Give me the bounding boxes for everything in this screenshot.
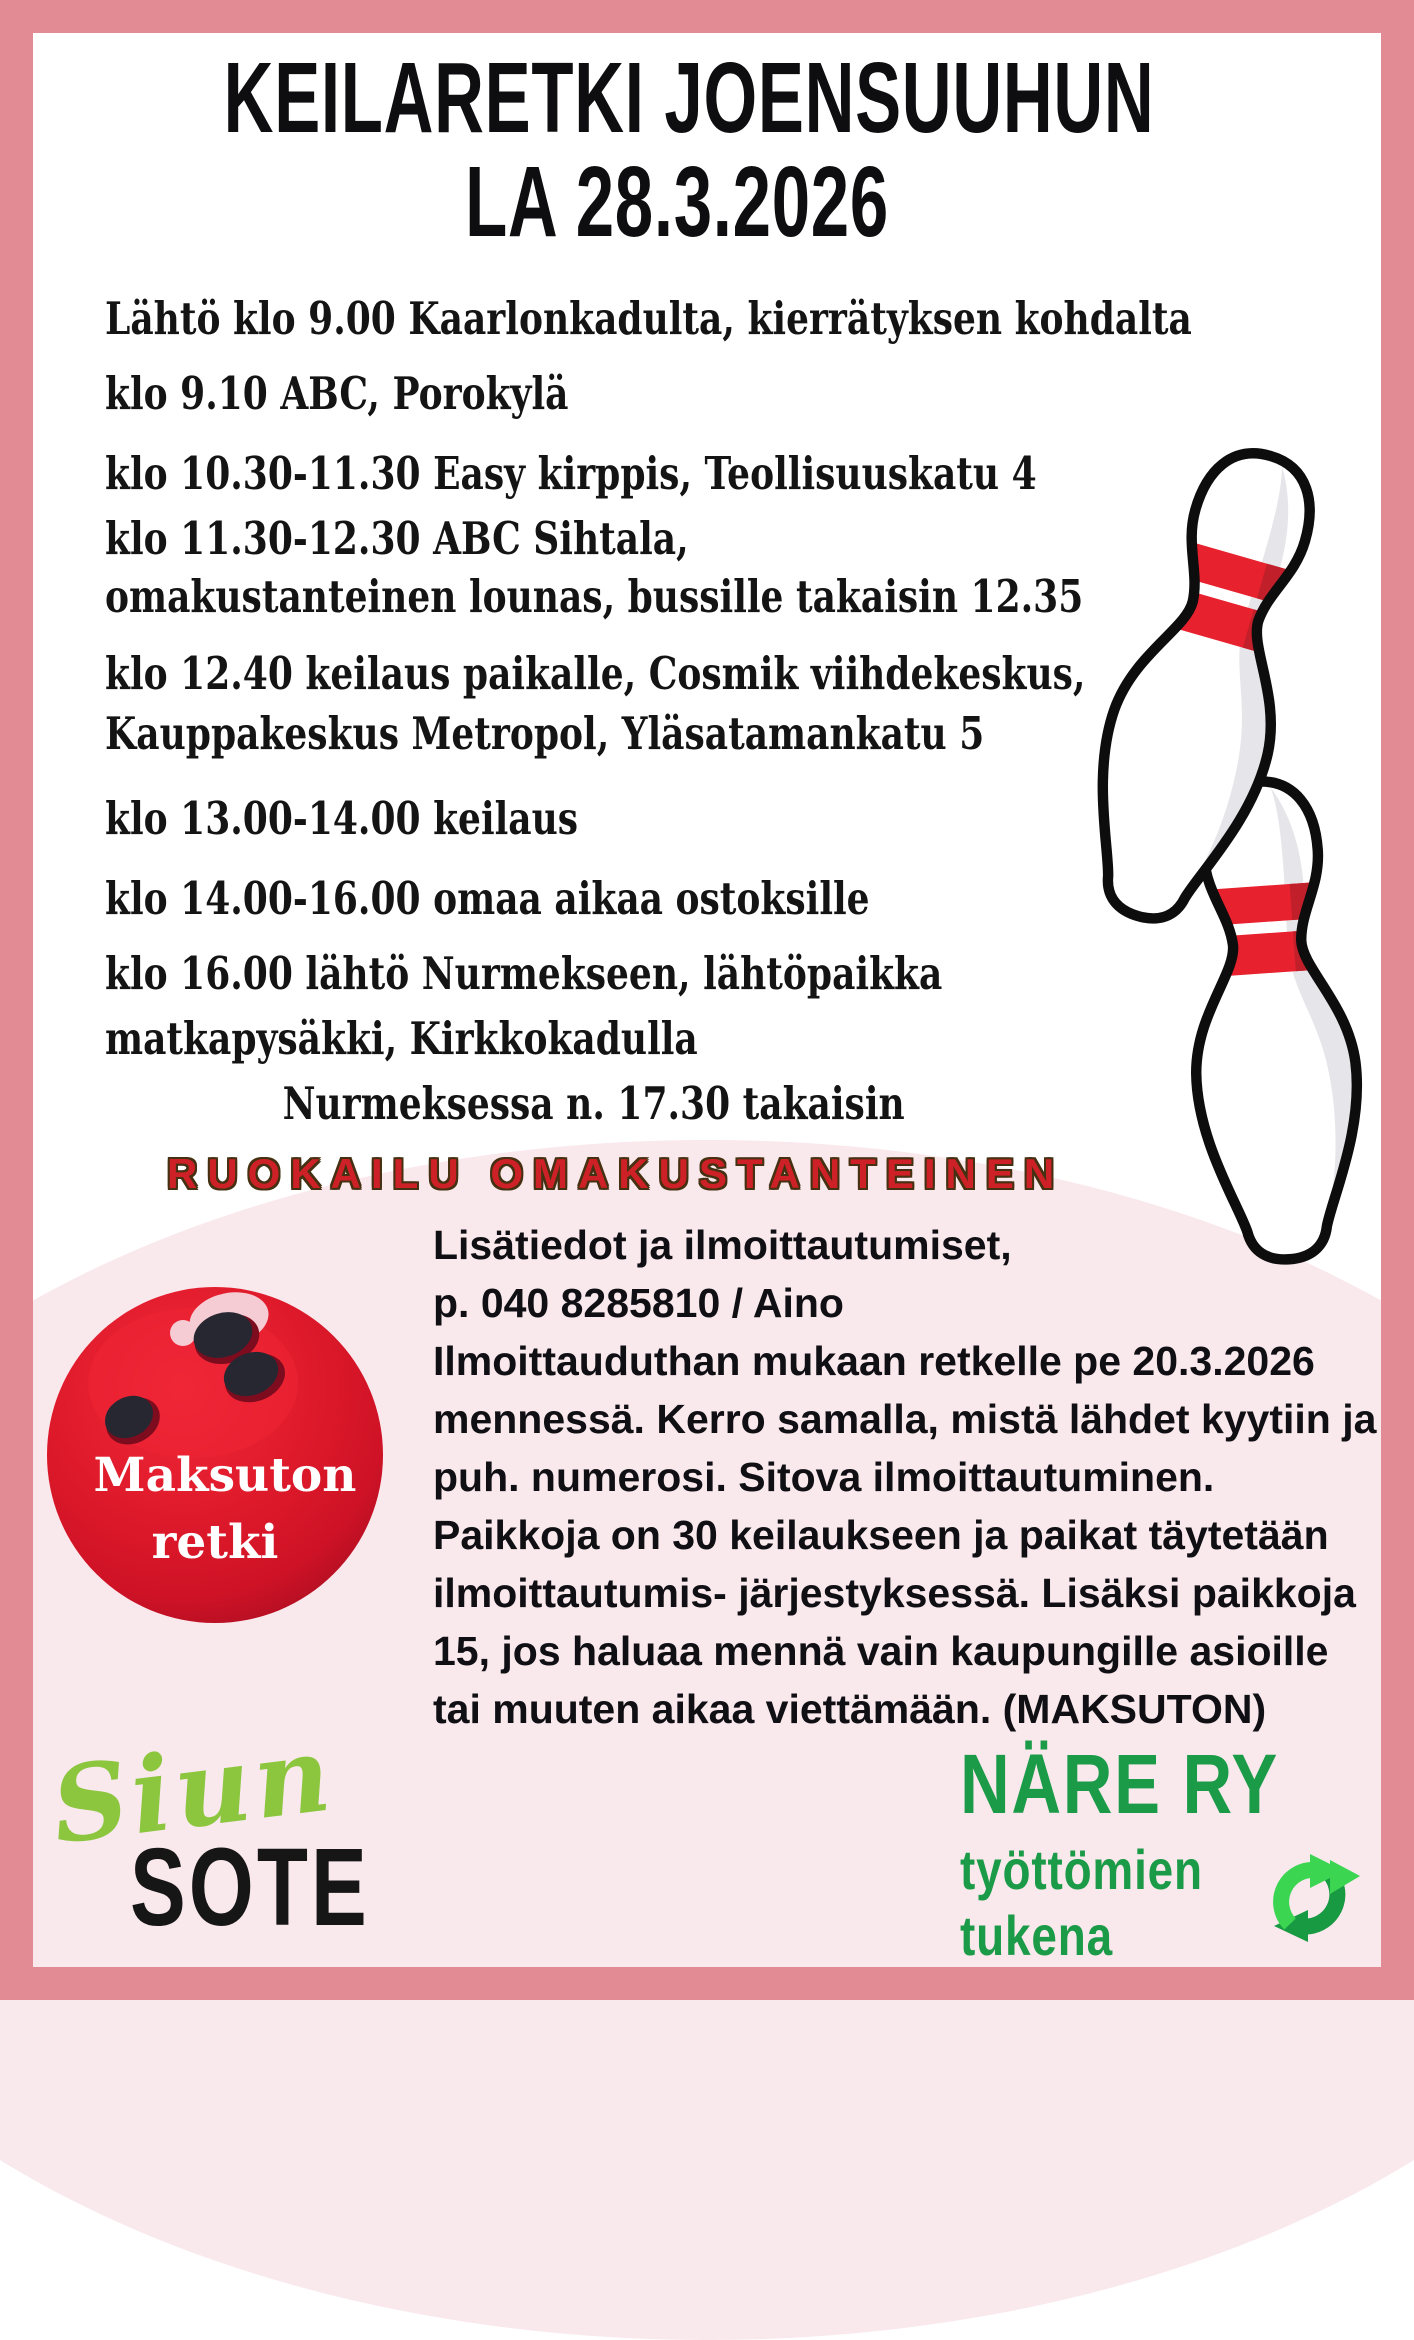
schedule-line: klo 11.30-12.30 ABC Sihtala,: [105, 512, 689, 565]
nare-ry-subtitle1: työttömien: [960, 1838, 1203, 1901]
info-line-phone: p. 040 8285810 / Aino: [433, 1280, 844, 1326]
poster-title: [223, 42, 1155, 258]
poster-title-line2: LA 28.3.2026: [465, 146, 889, 258]
schedule-line-return: Nurmeksessa n. 17.30 takaisin: [282, 1077, 905, 1130]
schedule-line: klo 9.10 ABC, Porokylä: [105, 367, 569, 420]
info-line: Ilmoittauduthan mukaan retkelle pe 20.3.2026: [433, 1338, 1315, 1384]
schedule-line: klo 12.40 keilaus paikalle, Cosmik viihdekeskus,: [105, 647, 1086, 700]
siunsote-logo-wordmark: SOTE: [130, 1826, 370, 1949]
info-paragraph: [433, 1216, 1376, 1738]
schedule-line: Kauppakeskus Metropol, Yläsatamankatu 5: [105, 707, 985, 760]
info-line: 15, jos haluaa mennä vain kaupungille asioille: [433, 1628, 1329, 1674]
ball-badge-line2: retki: [151, 1515, 279, 1570]
schedule-line: Lähtö klo 9.00 Kaarlonkadulta, kierrätyksen kohdalta: [105, 292, 1192, 345]
info-line: ilmoittautumis- järjestyksessä. Lisäksi paikkoja: [433, 1570, 1356, 1616]
bowling-ball-badge: [43, 1283, 388, 1628]
schedule-line: klo 14.00-16.00 omaa aikaa ostoksille: [105, 872, 870, 925]
siunsote-logo-script: Siun: [45, 1711, 341, 1868]
nare-ry-logo: [960, 1737, 1279, 1967]
schedule-line: klo 13.00-14.00 keilaus: [105, 792, 579, 845]
schedule-line: matkapysäkki, Kirkkokadulla: [105, 1012, 698, 1065]
schedule-list: [105, 292, 1192, 1130]
schedule-line: klo 10.30-11.30 Easy kirppis, Teollisuuskatu 4: [105, 447, 1037, 500]
nare-ry-subtitle2: tukena: [960, 1904, 1113, 1967]
schedule-line: klo 16.00 lähtö Nurmekseen, lähtöpaikka: [105, 947, 943, 1000]
info-line: Paikkoja on 30 keilaukseen ja paikat täytetään: [433, 1512, 1329, 1558]
nare-arrows-icon: [1252, 1838, 1367, 1958]
nare-ry-title: NÄRE RY: [960, 1737, 1279, 1831]
meal-banner: RUOKAILU OMAKUSTANTEINEN: [167, 1150, 1065, 1197]
info-line: mennessä. Kerro samalla, mistä lähdet kyytiin ja: [433, 1396, 1377, 1442]
ball-badge-line1: Maksuton: [93, 1448, 357, 1503]
info-line: puh. numerosi. Sitova ilmoittautuminen.: [433, 1454, 1215, 1500]
poster-title-line1: KEILARETKI JOENSUUHUN: [223, 42, 1155, 154]
info-line: tai muuten aikaa viettämään. (MAKSUTON): [433, 1686, 1267, 1732]
info-line: Lisätiedot ja ilmoittautumiset,: [433, 1222, 1012, 1268]
schedule-line: omakustanteinen lounas, bussille takaisin 12.35: [105, 570, 1084, 623]
